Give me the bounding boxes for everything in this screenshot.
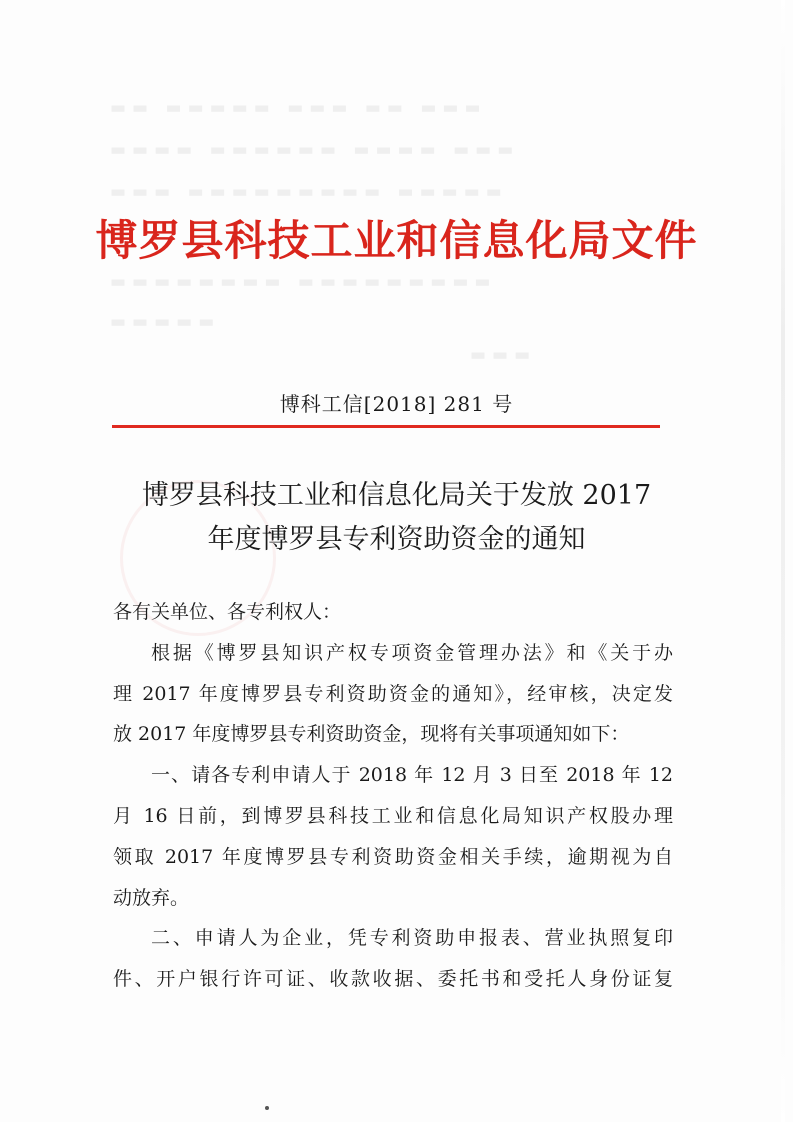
notice-title-line: 年度博罗县专利资助资金的通知 bbox=[207, 524, 586, 555]
show-through-text: ▬▬▬ bbox=[470, 345, 537, 365]
show-through-text: ▬▬ ▬▬▬▬▬ ▬▬▬ ▬▬ ▬▬▬ bbox=[110, 98, 487, 118]
notice-body bbox=[113, 592, 673, 1000]
paragraph-line: 动放弃。 bbox=[113, 886, 190, 909]
paragraph-line: 理 2017 年度博罗县专利资助资金的通知》，经审核，决定发 bbox=[113, 682, 673, 705]
notice-title bbox=[90, 474, 703, 562]
show-through-text: ▬▬▬▬▬ bbox=[110, 312, 221, 332]
paragraph-line: 月 16 日前，到博罗县科技工业和信息化局知识产权股办理 bbox=[113, 804, 673, 827]
paragraph-line: 一、请各专利申请人于 2018 年 12 月 3 日至 2018 年 12 bbox=[151, 764, 673, 787]
scan-edge-shadow bbox=[781, 0, 785, 1122]
paragraph-line: 二、申请人为企业，凭专利资助申报表、营业执照复印 bbox=[151, 927, 673, 950]
salutation: 各有关单位、各专利权人： bbox=[113, 601, 342, 623]
show-through-text: ▬▬▬ ▬▬▬▬▬▬▬▬▬ ▬▬▬▬▬ bbox=[110, 182, 508, 202]
paragraph-line: 件、开户银行许可证、收款收据、委托书和受托人身份证复 bbox=[113, 968, 673, 991]
paragraph-line: 领取 2017 年度博罗县专利资助资金相关手续，逾期视为自 bbox=[113, 845, 673, 868]
masthead-title: 博罗县科技工业和信息化局文件 bbox=[95, 216, 698, 265]
notice-title-line: 博罗县科技工业和信息化局关于发放 2017 bbox=[141, 480, 652, 511]
red-divider bbox=[112, 425, 660, 428]
scan-speck bbox=[265, 1106, 269, 1110]
show-through-text: ▬▬▬▬ ▬▬▬▬▬▬ ▬▬▬▬ ▬▬▬ bbox=[110, 140, 520, 160]
paragraph-line: 根据《博罗县知识产权专项资金管理办法》和《关于办 bbox=[151, 641, 673, 664]
document-number: 博科工信[2018] 281 号 bbox=[279, 392, 514, 416]
show-through-text: ▬▬▬▬▬▬▬▬ ▬▬▬▬▬▬▬▬▬ bbox=[110, 272, 497, 292]
paragraph-line: 放 2017 年度博罗县专利资助资金，现将有关事项通知如下： bbox=[113, 723, 630, 746]
